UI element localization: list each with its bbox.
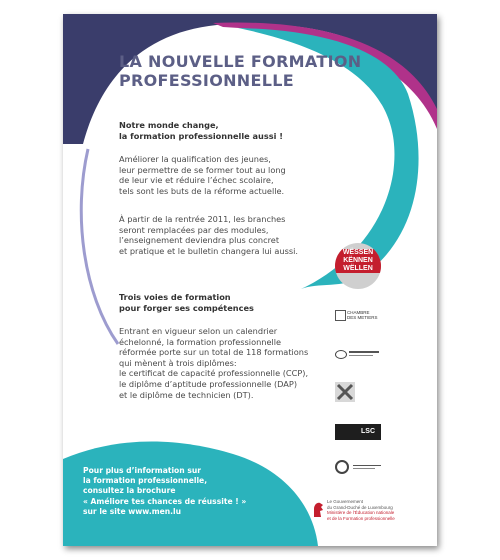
wessen-kennen-wellen-badge [335, 243, 381, 289]
ministry-logo [311, 498, 431, 534]
callout-line: « Améliore tes chances de réussite ! » [83, 496, 247, 506]
ministry-line: Ministère de l’Éducation nationale [327, 510, 395, 515]
badge-word: WËSSEN [335, 249, 381, 257]
paragraph-3 [119, 326, 309, 400]
badge-word: WËLLEN [335, 265, 381, 273]
callout-line: consultez la brochure [83, 486, 176, 496]
paragraph-line: le certificat de capacité professionnelle (CCP), [119, 368, 309, 379]
title-line: LA NOUVELLE FORMATION [119, 52, 362, 71]
paragraph-line: Améliorer la qualification des jeunes, [119, 154, 271, 164]
tools-icon [335, 382, 355, 402]
paragraph-line: de leur vie et réduire l’échec scolaire, [119, 175, 274, 186]
ministry-line: et de la Formation professionnelle [327, 515, 395, 521]
csl-wordmark [353, 468, 375, 469]
more-info-callout [83, 466, 283, 517]
paragraph-line: Entrant en vigueur selon un calendrier [119, 326, 278, 336]
section-heading-line: Trois voies de formation [119, 292, 231, 302]
ministry-line: Le Gouvernement [327, 499, 364, 504]
lsc-logo [335, 424, 381, 440]
title-line: PROFESSIONNELLE [119, 71, 294, 90]
paragraph-2 [119, 214, 309, 256]
chambre-metiers-word: DES METIERS [347, 315, 378, 320]
callout-line: sur le site www.men.lu [83, 506, 182, 516]
lsc-text: LSC [361, 428, 375, 435]
chambre-de-commerce-logo [335, 347, 385, 361]
ministry-line: du Grand-Duché de Luxembourg [327, 504, 393, 510]
callout-line: Pour plus d’information sur [83, 466, 201, 475]
ministry-text [327, 499, 395, 521]
csl-wordmark [353, 465, 381, 466]
chambre-metiers-text [347, 310, 378, 320]
page-title [119, 52, 419, 90]
paragraph-line: le diplôme d’aptitude professionnelle (DAP) [119, 378, 298, 389]
intro-heading-line: la formation professionnelle aussi ! [119, 130, 284, 141]
paragraph-line: leur permettre de se former tout au long [119, 164, 286, 175]
paragraph-line: échelonné, la formation professionnelle [119, 336, 282, 347]
poster [63, 14, 437, 546]
intro-heading-line: Notre monde change, [119, 120, 219, 130]
chambre-des-metiers-logo [335, 310, 395, 324]
chambre-commerce-wordmark [349, 355, 373, 356]
paragraph-line: tels sont les buts de la réforme actuelle. [119, 185, 285, 196]
red-lion-icon [311, 500, 325, 518]
paragraph-line: À partir de la rentrée 2011, les branches [119, 214, 286, 224]
chambre-metiers-word: CHAMBRE [347, 310, 370, 315]
chambre-commerce-wordmark [349, 351, 379, 353]
callout-line: la formation professionnelle, [83, 476, 208, 486]
chambre-metiers-icon [335, 310, 346, 321]
csl-icon [335, 460, 349, 474]
paragraph-line: qui mènent à trois diplômes: [119, 357, 237, 368]
lavender-curve [81, 149, 118, 344]
badge-word: KËNNEN [335, 257, 381, 265]
chambre-commerce-icon [335, 350, 347, 359]
paragraph-1 [119, 154, 309, 196]
paragraph-line: l’enseignement deviendra plus concret [119, 235, 280, 246]
paragraph-line: et le diplôme de technicien (DT). [119, 389, 254, 400]
chambre-des-salaries-logo [335, 460, 385, 476]
paragraph-line: réformée porte sur un total de 118 formations [119, 347, 309, 358]
paragraph-line: seront remplacées par des modules, [119, 224, 269, 235]
intro-heading [119, 120, 309, 141]
section-heading-line: pour forger ses compétences [119, 302, 254, 313]
paragraph-line: et pratique et le bulletin changera lui aussi. [119, 245, 299, 256]
section-heading [119, 292, 309, 313]
crossed-tools-logo [335, 382, 355, 402]
